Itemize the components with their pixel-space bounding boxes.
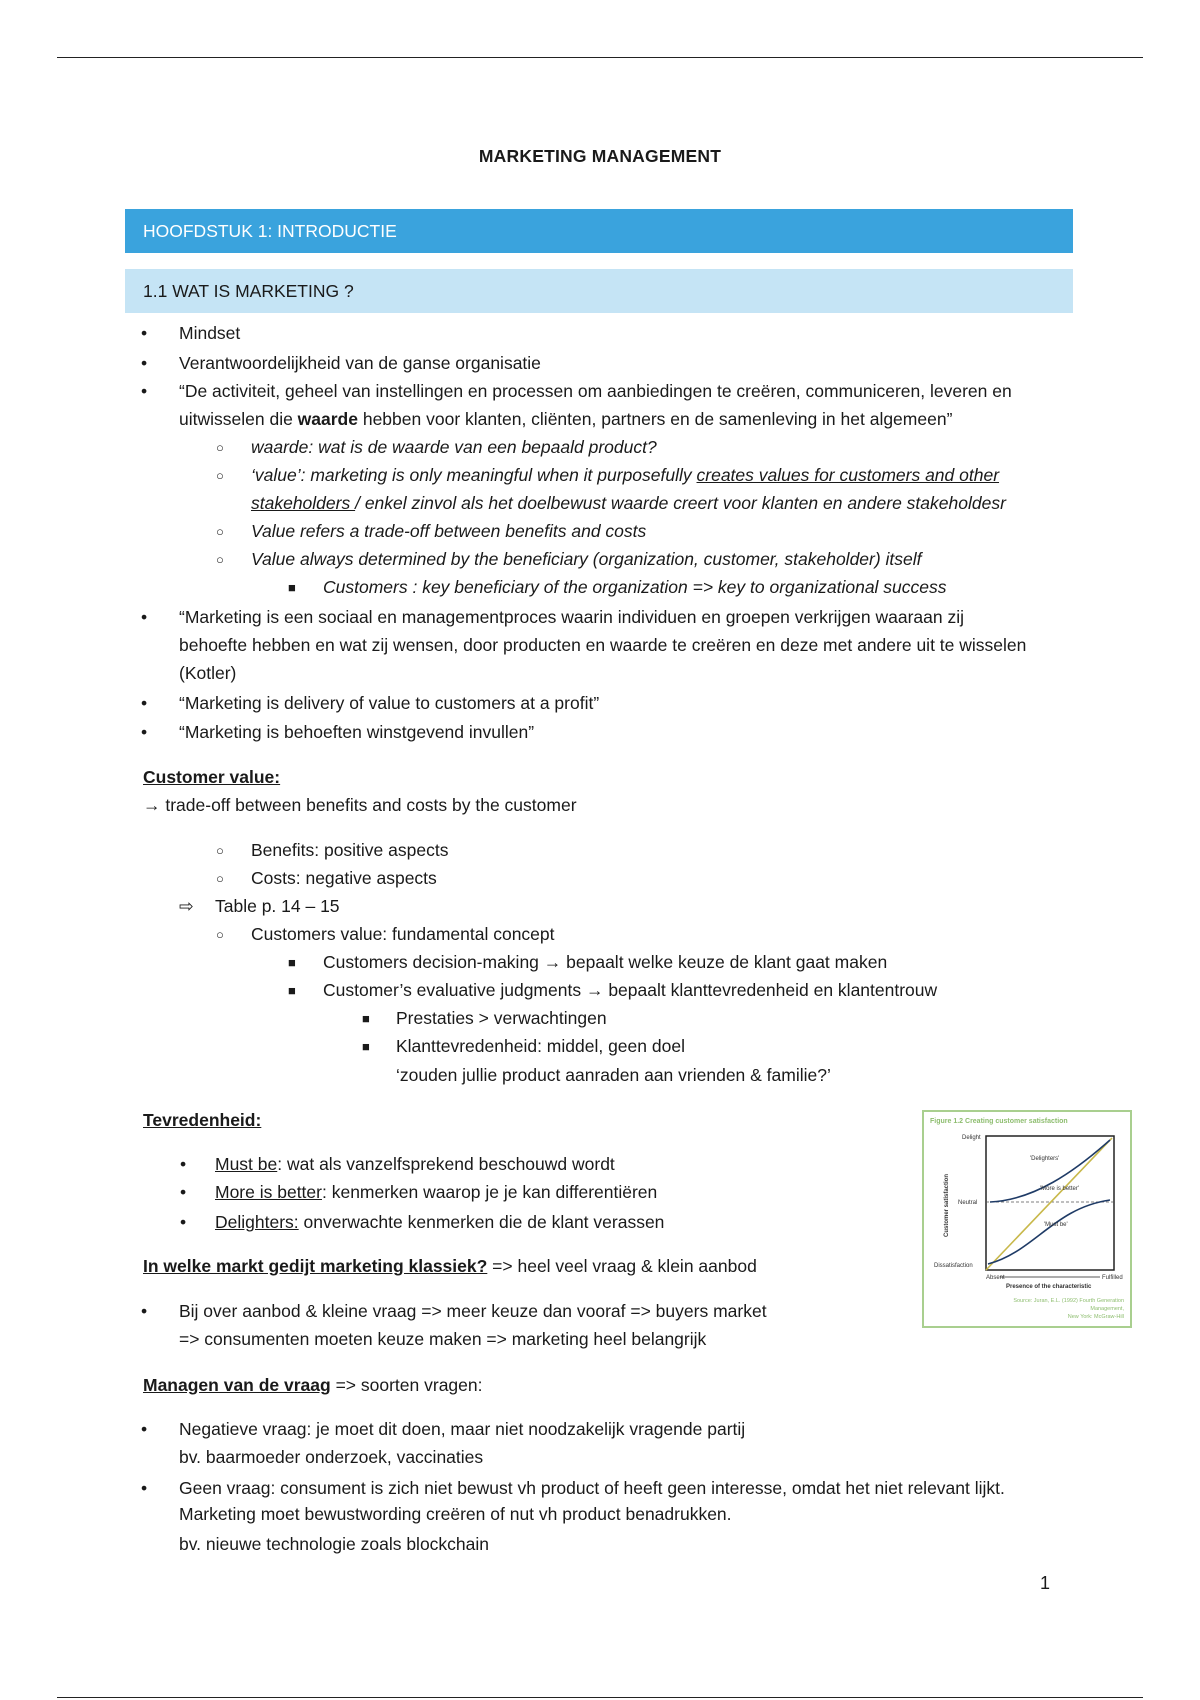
y-label-dissatisfaction: Dissatisfaction xyxy=(934,1263,973,1269)
list-item: Negatieve vraag: je moet dit doen, maar niet noodzakelijk vragende partij xyxy=(179,1419,746,1439)
subsub-bullet-marker: ■ xyxy=(288,955,296,970)
figure-source-3: New York: McGraw-Hill xyxy=(1067,1314,1124,1320)
level4-bullet-marker: ■ xyxy=(362,1039,370,1054)
sub-list-item: Costs: negative aspects xyxy=(251,868,437,888)
tevredenheid-heading: Tevredenheid: xyxy=(143,1110,262,1130)
sub-list-item: Benefits: positive aspects xyxy=(251,840,449,860)
sub-list-item: ‘value’: marketing is only meaningful when it purposefully creates values for customers and other xyxy=(251,465,1000,485)
figure-caption: Figure 1.2 Creating customer satisfaction xyxy=(930,1118,1068,1125)
label-delighters: 'Delighters' xyxy=(1030,1156,1060,1162)
list-item: “Marketing is delivery of value to customers at a profit” xyxy=(179,693,600,713)
list-item: “De activiteit, geheel van instellingen en processen om aanbiedingen te creëren, communiceren, leveren en xyxy=(179,381,1012,401)
subsub-bullet-marker: ■ xyxy=(288,983,296,998)
bullet-marker: • xyxy=(141,1419,148,1439)
sub-list-item: Value always determined by the beneficiary (organization, customer, stakeholder) itself xyxy=(251,549,922,569)
list-item-continuation: => consumenten moeten keuze maken => marketing heel belangrijk xyxy=(179,1329,707,1349)
list-item: Verantwoordelijkheid van de ganse organisatie xyxy=(179,353,541,373)
bullet-marker: • xyxy=(180,1212,187,1232)
bullet-marker: • xyxy=(141,323,148,343)
list-item-continuation: Marketing moet bewustwording creëren of nut vh product benadrukken. xyxy=(179,1504,732,1524)
level4-list-item: Prestaties > verwachtingen xyxy=(396,1008,607,1028)
sub-bullet-marker: ○ xyxy=(216,440,224,455)
sub-bullet-marker: ○ xyxy=(216,843,224,858)
label-must-be: 'Must be' xyxy=(1044,1222,1068,1228)
figure-source-1: Source: Juran, E.L. (1992) Fourth Generation xyxy=(1013,1298,1124,1304)
markt-heading: In welke markt gedijt marketing klassiek? => heel veel vraag & klein aanbod xyxy=(143,1256,757,1276)
level4-bullet-marker: ■ xyxy=(362,1011,370,1026)
label-more-is-better: 'More is better' xyxy=(1040,1186,1079,1192)
sub-list-item: Value refers a trade-off between benefits and costs xyxy=(251,521,647,541)
sub-bullet-marker: ○ xyxy=(216,552,224,567)
x-label-fulfilled: Fulfilled xyxy=(1102,1275,1123,1281)
sub-bullet-marker: ○ xyxy=(216,927,224,942)
subsub-list-item: Customers decision-making → bepaalt welke keuze de klant gaat maken xyxy=(323,952,888,972)
y-label-neutral: Neutral xyxy=(958,1200,978,1206)
subsub-list-item: Customer’s evaluative judgments → bepaalt klanttevredenheid en klantentrouw xyxy=(323,980,938,1000)
bullet-marker: • xyxy=(141,381,148,401)
list-item: “Marketing is een sociaal en managementproces waarin individuen en groepen verkrijgen waaraan zij xyxy=(179,607,965,627)
level4-list-item: Klanttevredenheid: middel, geen doel xyxy=(396,1036,685,1056)
list-item-continuation: (Kotler) xyxy=(179,663,237,683)
bottom-rule xyxy=(57,1697,1143,1698)
x-axis-title: Presence of the characteristic xyxy=(1006,1284,1092,1290)
section-heading: 1.1 WAT IS MARKETING ? xyxy=(125,269,1073,313)
table-reference: Table p. 14 – 15 xyxy=(215,896,340,916)
list-item: Delighters: onverwachte kenmerken die de klant verassen xyxy=(215,1212,665,1232)
list-item: Bij over aanbod & kleine vraag => meer keuze dan vooraf => buyers market xyxy=(179,1301,767,1321)
figure-source-2: Management, xyxy=(1090,1306,1124,1312)
bullet-marker: • xyxy=(141,353,148,373)
curve-delighters xyxy=(990,1140,1110,1202)
customer-value-heading: Customer value: xyxy=(143,767,281,787)
list-item-continuation: uitwisselen die waarde hebben voor klanten, cliënten, partners en de samenleving in het algemeen” xyxy=(179,409,953,429)
kano-chart xyxy=(924,1112,1130,1326)
top-rule xyxy=(57,57,1143,58)
sub-list-item: waarde: wat is de waarde van een bepaald product? xyxy=(251,437,657,457)
sub-list-item: Customers value: fundamental concept xyxy=(251,924,555,944)
bullet-marker: • xyxy=(141,607,148,627)
chapter-heading: HOOFDSTUK 1: INTRODUCTIE xyxy=(125,209,1073,253)
list-item: Must be: wat als vanzelfsprekend beschouwd wordt xyxy=(215,1154,615,1174)
arrow-marker-icon: ⇨ xyxy=(179,896,194,916)
list-item: “Marketing is behoeften winstgevend invullen” xyxy=(179,722,535,742)
sub-bullet-marker: ○ xyxy=(216,871,224,886)
customer-value-line: → trade-off between benefits and costs by the customer xyxy=(143,795,577,815)
bullet-marker: • xyxy=(141,722,148,742)
list-item-continuation: bv. baarmoeder onderzoek, vaccinaties xyxy=(179,1447,484,1467)
list-item: More is better: kenmerken waarop je je kan differentiëren xyxy=(215,1182,658,1202)
document-title: MARKETING MANAGEMENT xyxy=(478,146,722,166)
y-axis-title: Customer satisfaction xyxy=(944,1173,950,1237)
level4-list-item-continuation: ‘zouden jullie product aanraden aan vrienden & familie?’ xyxy=(396,1065,831,1085)
sub-bullet-marker: ○ xyxy=(216,468,224,483)
list-item: Geen vraag: consument is zich niet bewust vh product of heeft geen interesse, omdat het niet relevant lijkt. xyxy=(179,1478,1005,1498)
bullet-marker: • xyxy=(180,1182,187,1202)
list-item-continuation: behoefte hebben en wat zij wensen, door producten en waarde te creëren en deze met andere uit te wisselen xyxy=(179,635,1027,655)
kano-figure xyxy=(922,1110,1132,1328)
sub-bullet-marker: ○ xyxy=(216,524,224,539)
page-number: 1 xyxy=(1040,1573,1051,1593)
curve-must-be xyxy=(988,1200,1110,1264)
vraag-heading: Managen van de vraag => soorten vragen: xyxy=(143,1375,483,1395)
bullet-marker: • xyxy=(141,1478,148,1498)
bullet-marker: • xyxy=(180,1154,187,1174)
list-item: Mindset xyxy=(179,323,241,343)
subsub-list-item: Customers : key beneficiary of the organization => key to organizational success xyxy=(323,577,947,597)
list-item-continuation: bv. nieuwe technologie zoals blockchain xyxy=(179,1534,490,1554)
y-label-delight: Delight xyxy=(962,1135,981,1141)
x-label-absent: Absent xyxy=(986,1275,1005,1281)
sub-list-item-continuation: stakeholders / enkel zinvol als het doelbewust waarde creert voor klanten en andere stakeholdesr xyxy=(251,493,1006,513)
bullet-marker: • xyxy=(141,1301,148,1321)
subsub-bullet-marker: ■ xyxy=(288,580,296,595)
bullet-marker: • xyxy=(141,693,148,713)
